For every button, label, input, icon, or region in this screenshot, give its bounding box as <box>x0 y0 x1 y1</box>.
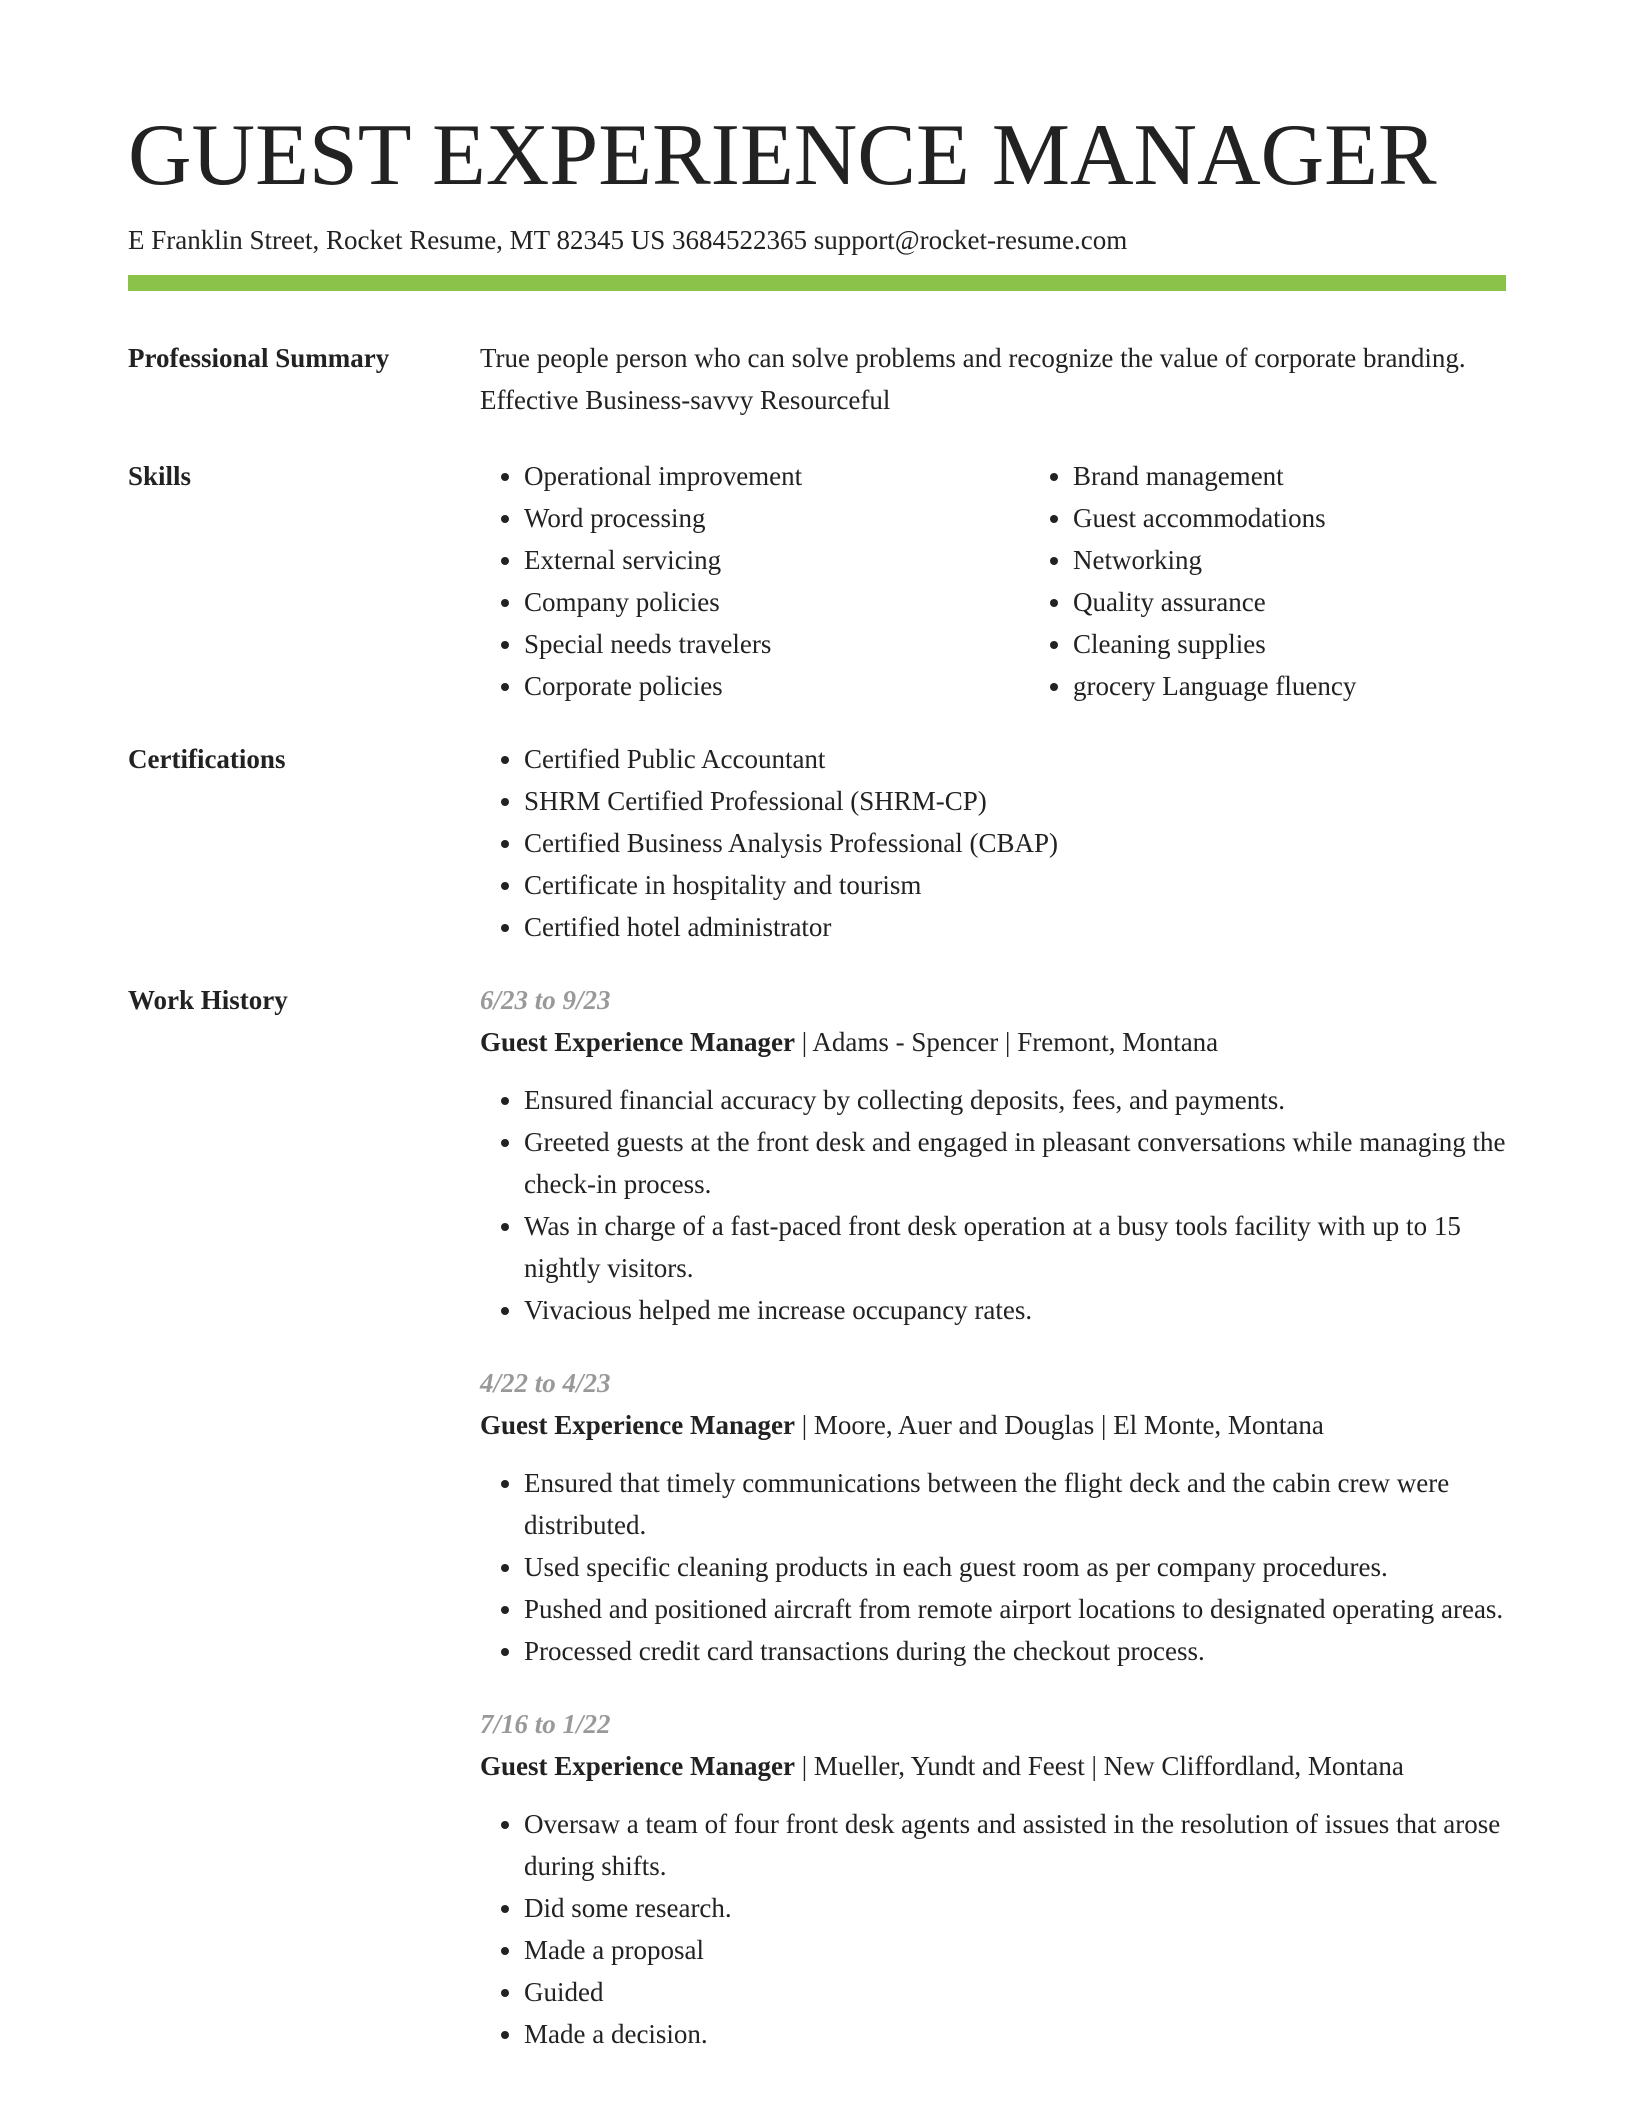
job-details: | Moore, Auer and Douglas | El Monte, Montana <box>794 1409 1324 1440</box>
job-details: | Adams - Spencer | Fremont, Montana <box>794 1026 1219 1057</box>
skill-item: • External servicing <box>524 539 984 581</box>
accent-divider <box>128 275 1506 291</box>
skills-columns <box>480 455 1533 707</box>
summary-text: True people person who can solve problems and recognize the value of corporate branding. Effective Business-savvy Resourceful <box>480 342 1466 415</box>
certification-item: • Certificate in hospitality and tourism <box>524 864 1506 906</box>
job-bullet: • Ensured financial accuracy by collecting deposits, fees, and payments. <box>524 1079 1506 1121</box>
job-entry <box>480 1703 1506 2055</box>
job-bullet: • Oversaw a team of four front desk agents and assisted in the resolution of issues that arose during shifts. <box>524 1803 1506 1887</box>
certification-item: • SHRM Certified Professional (SHRM-CP) <box>524 780 1506 822</box>
job-title: Guest Experience Manager <box>480 1409 795 1440</box>
job-dates: 4/22 to 4/23 <box>480 1367 611 1398</box>
work-history-section <box>128 979 1506 2086</box>
skill-item: • Word processing <box>524 497 984 539</box>
certifications-section <box>128 738 1506 948</box>
section-label: Work History <box>128 984 288 1015</box>
certification-item: • Certified hotel administrator <box>524 906 1506 948</box>
skill-item: • Networking <box>1073 539 1533 581</box>
job-bullet: • Made a proposal <box>524 1929 1506 1971</box>
job-title: Guest Experience Manager <box>480 1026 795 1057</box>
job-heading <box>480 1404 1506 1446</box>
skills-list-col1 <box>480 455 984 707</box>
certification-item: • Certified Business Analysis Professional (CBAP) <box>524 822 1506 864</box>
certifications-list <box>480 738 1506 948</box>
email: support@rocket-resume.com <box>813 225 1128 256</box>
job-bullets <box>480 1803 1506 2055</box>
job-bullet: • Greeted guests at the front desk and engaged in pleasant conversations while managing the check-in process. <box>524 1121 1506 1205</box>
job-dates: 6/23 to 9/23 <box>480 984 611 1015</box>
section-label: Professional Summary <box>128 342 390 373</box>
job-bullet: • Vivacious helped me increase occupancy rates. <box>524 1289 1506 1331</box>
skill-item: • Guest accommodations <box>1073 497 1533 539</box>
skill-item: • Operational improvement <box>524 455 984 497</box>
skill-item: • Quality assurance <box>1073 581 1533 623</box>
job-entry <box>480 1362 1506 1672</box>
skill-item: • Brand management <box>1073 455 1533 497</box>
job-bullet: • Processed credit card transactions during the checkout process. <box>524 1630 1506 1672</box>
certification-item: • Certified Public Accountant <box>524 738 1506 780</box>
certifications-content <box>480 738 1506 948</box>
job-bullet: • Made a decision. <box>524 2013 1506 2055</box>
job-bullet: • Guided <box>524 1971 1506 2013</box>
job-bullet: • Was in charge of a fast-paced front desk operation at a busy tools facility with up to 15 nightly visitors. <box>524 1205 1506 1289</box>
skill-item: • Corporate policies <box>524 665 984 707</box>
skill-item: • Cleaning supplies <box>1073 623 1533 665</box>
resume-page <box>128 107 1506 2086</box>
job-details: | Mueller, Yundt and Feest | New Cliffordland, Montana <box>794 1750 1404 1781</box>
section-label: Certifications <box>128 743 286 774</box>
skill-item: • Company policies <box>524 581 984 623</box>
job-entry <box>480 979 1506 1331</box>
job-heading <box>480 1745 1506 1787</box>
job-dates: 7/16 to 1/22 <box>480 1708 611 1739</box>
job-bullet: • Pushed and positioned aircraft from remote airport locations to designated operating areas. <box>524 1588 1506 1630</box>
work-history-content <box>480 979 1506 2086</box>
skill-item: • Special needs travelers <box>524 623 984 665</box>
skill-item: • grocery Language fluency <box>1073 665 1533 707</box>
job-bullet: • Used specific cleaning products in each guest room as per company procedures. <box>524 1546 1506 1588</box>
job-bullets <box>480 1462 1506 1672</box>
job-title: Guest Experience Manager <box>480 1750 795 1781</box>
job-bullets <box>480 1079 1506 1331</box>
job-bullet: • Did some research. <box>524 1887 1506 1929</box>
candidate-name: GUEST EXPERIENCE MANAGER <box>128 107 1437 204</box>
job-bullet: • Ensured that timely communications between the flight deck and the cabin crew were distributed. <box>524 1462 1506 1546</box>
contact-line <box>128 224 1506 256</box>
phone: 3684522365 <box>671 225 807 256</box>
summary-section <box>128 337 1506 421</box>
address: E Franklin Street, Rocket Resume, MT 82345 US <box>128 225 666 256</box>
job-heading <box>480 1021 1506 1063</box>
skills-list-col2 <box>1029 455 1533 707</box>
skills-section <box>128 455 1506 707</box>
section-label: Skills <box>128 460 192 491</box>
